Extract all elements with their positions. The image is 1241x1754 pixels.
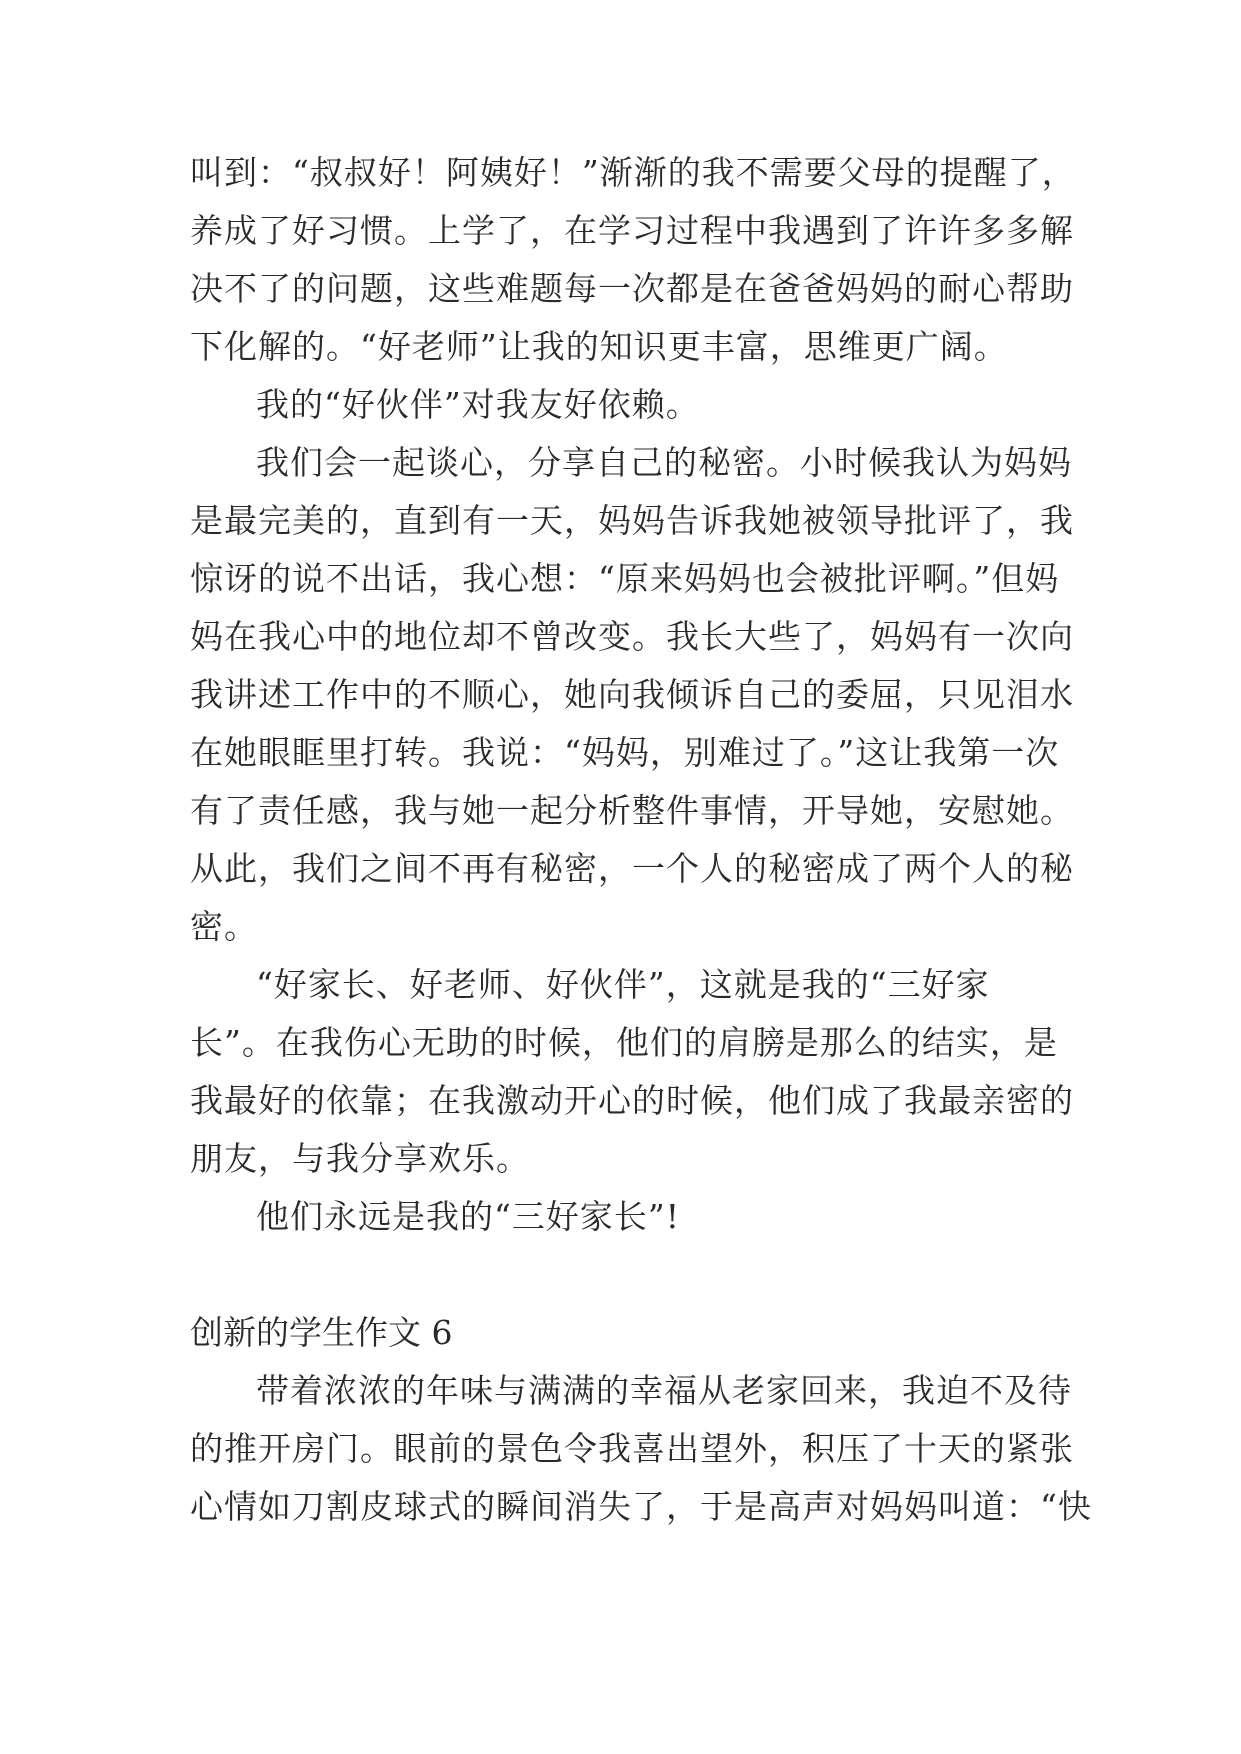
paragraph-start-line: 我的“好伙伴”对我友好依赖。 [256, 385, 700, 424]
body-text-line: 是最完美的，直到有一天，妈妈告诉我她被领导批评了，我 [190, 501, 1074, 540]
body-text-line: 朋友，与我分享欢乐。 [190, 1139, 530, 1178]
body-text-line: 有了责任感，我与她一起分析整件事情，开导她，安慰她。 [190, 791, 1074, 830]
paragraph-start-line: 带着浓浓的年味与满满的幸福从老家回来，我迫不及待 [256, 1371, 1072, 1410]
body-text-line: 心情如刀割皮球式的瞬间消失了，于是高声对妈妈叫道：“快 [190, 1487, 1092, 1526]
body-text-line: 我最好的依靠；在我激动开心的时候，他们成了我最亲密的 [190, 1081, 1074, 1120]
body-text-line: 密。 [190, 907, 258, 946]
body-text-line: 下化解的。“好老师”让我的知识更丰富，思维更广阔。 [190, 327, 1008, 366]
body-text-line: 的推开房门。眼前的景色令我喜出望外，积压了十天的紧张 [190, 1429, 1074, 1468]
body-text-line: 决不了的问题，这些难题每一次都是在爸爸妈妈的耐心帮助 [190, 269, 1074, 308]
body-text-line: 惊讶的说不出话，我心想：“原来妈妈也会被批评啊。”但妈 [190, 559, 1060, 598]
body-text-line: 在她眼眶里打转。我说：“妈妈，别难过了。”这让我第一次 [190, 733, 1060, 772]
paragraph-start-line: 我们会一起谈心，分享自己的秘密。小时候我认为妈妈 [256, 443, 1072, 482]
body-text-line: 妈在我心中的地位却不曾改变。我长大些了，妈妈有一次向 [190, 617, 1074, 656]
paragraph-start-line: 他们永远是我的“三好家长”! [256, 1197, 681, 1236]
body-text-line: 从此，我们之间不再有秘密，一个人的秘密成了两个人的秘 [190, 849, 1074, 888]
section-heading: 创新的学生作文 6 [190, 1313, 453, 1352]
body-text-line: 叫到：“叔叔好！阿姨好！”渐渐的我不需要父母的提醒了， [190, 153, 1076, 192]
body-text-line: 长”。在我伤心无助的时候，他们的肩膀是那么的结实，是 [190, 1023, 1058, 1062]
body-text-line: 我讲述工作中的不顺心，她向我倾诉自己的委屈，只见泪水 [190, 675, 1074, 714]
body-text-line: 养成了好习惯。上学了，在学习过程中我遇到了许许多多解 [190, 211, 1074, 250]
paragraph-start-line: “好家长、好老师、好伙伴”，这就是我的“三好家 [256, 965, 990, 1004]
